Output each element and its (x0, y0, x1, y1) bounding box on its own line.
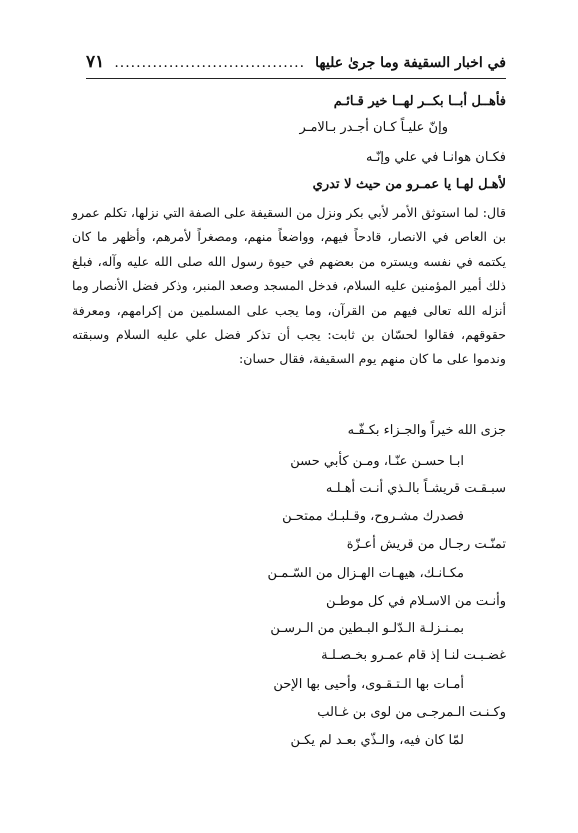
poem1-verse-3: فكـان هوانـا في علي وإنّـه (365, 150, 506, 165)
prose-paragraph: قال: لما استوثق الأمر لأبي بكر ونزل من السقيفة على الصفة التي نزلها، تكلم عمرو بن العاص في الانصار، قادحاً فيهم، وواضعاً منهم، ومصغراً لأمرهم، وأظهر ما كان يكتمه في نفسه ويستره من بعضهم في حيوة رسول الله صلى الله عليه وآله، فبلغ ذلك أمير المؤمنين عليه السلام، فدخل المسجد وصعد المنبر، وذكر فضل الأنصار وما أنزله الله تعالى فيهم من القرآن، وما يجب على المسلمين من إكرامهم، ومعرفة حقوقهم، فقالوا لحسّان بن ثابت: يجب أن تذكر فضل علي عليه السلام وسبقته وندموا على ما كان منهم يوم السقيفة، فقال حسان: (72, 205, 506, 367)
poem1-verse-4: لأهـل لهـا يا عمـرو من حيث لا تدري (312, 177, 506, 192)
poem2-verse-9: غضـبـت لنـا إذ قام عمـرو بخـصـلـة (321, 648, 506, 663)
poem2-verse-8: بمـنـزلـة الـدّلـو البـطين من الـرسـن (270, 621, 464, 636)
poem2-verse-1: جزى الله خيراً والجـزاء بكـفّـه (347, 423, 506, 438)
page-number: ٧١ (86, 52, 105, 72)
poem1-verse-1: فأهــل أبــا بكــر لهــا خير قـائـم (333, 94, 506, 109)
poem2-verse-5: تمنّـت رجـال من قريش أعـزّة (346, 537, 506, 552)
poem2-verse-7: وأنـت من الاسـلام في كل موطـن (326, 594, 506, 609)
header-rule (86, 78, 506, 79)
poem2-verse-4: فصدرك مشـروح، وقـلبـك ممتحـن (282, 509, 464, 524)
poem2-verse-6: مكـانـك، هيهـات الهـزال من السّـمـن (267, 566, 464, 581)
leader-dots: ................................... (114, 55, 306, 71)
poem2-verse-12: لمّا كان فيه، والـذّي بعـد لم يكـن (290, 733, 464, 748)
poem2-verse-11: وكـنـت الـمرجـى من لوى بن غـالب (317, 705, 506, 720)
poem2-verse-10: أمـات بها الـتـقـوى، وأحيى بها الإحن (273, 677, 464, 692)
poem1-verse-2: وإنّ عليـاً كـان أجـدر بـالامـر (299, 120, 448, 135)
poem2-verse-2: ابـا حسـن عنّـا، ومـن كأبي حسن (290, 454, 464, 469)
page-header (86, 52, 506, 72)
poem2-verse-3: سبـقـت قريشـاً بالـذي أنـت أهـلـه (325, 481, 506, 496)
running-title: في اخبار السقيفة وما جرىٰ عليها (315, 55, 506, 71)
